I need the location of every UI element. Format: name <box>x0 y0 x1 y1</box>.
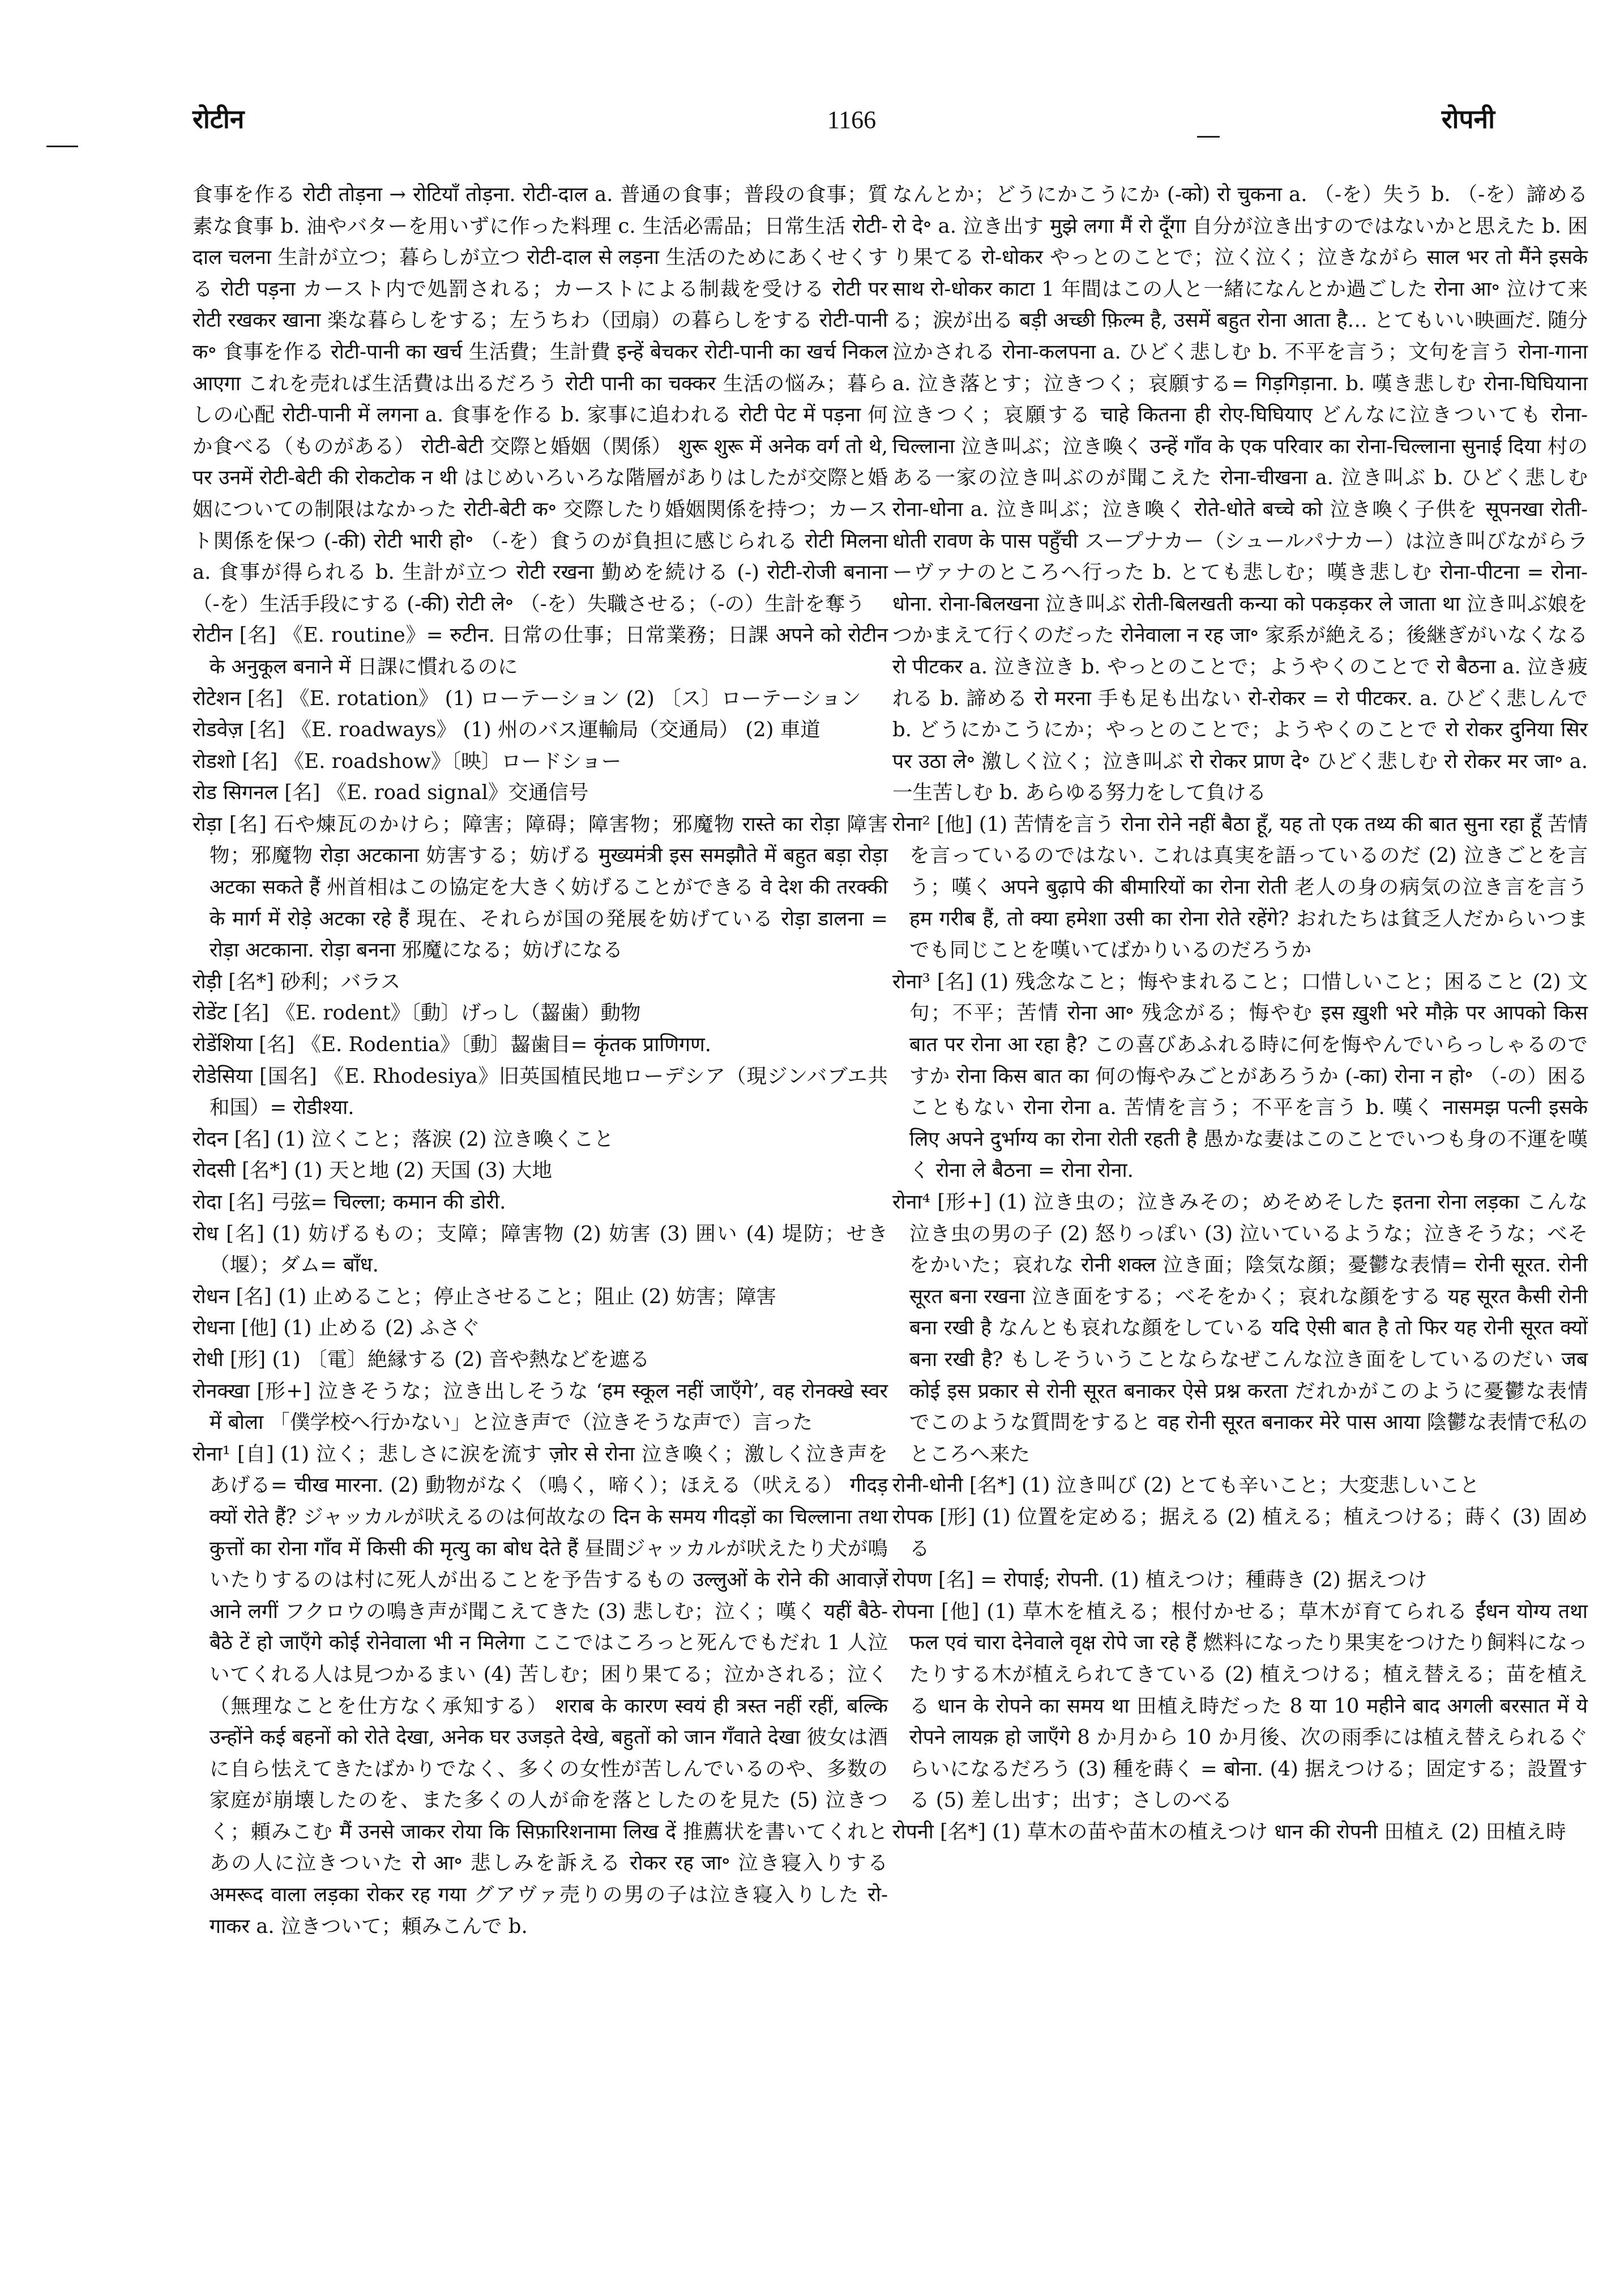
dictionary-entry: रोडशो [名] 《E. roadshow》〔映〕ロードショー <box>193 749 622 773</box>
page-number: 1166 <box>827 106 877 134</box>
margin-mark-right <box>1197 136 1220 138</box>
dictionary-entry: रोपण [名] = रोपाई; रोपनी. (1) 植えつけ；種蒔き (2) 据えつけ <box>892 1568 1428 1592</box>
dictionary-entry: रोपक [形] (1) 位置を定める；据える (2) 植える；植えつける；蒔く (3) 固める <box>892 1505 1588 1560</box>
margin-mark-left <box>46 146 78 147</box>
dictionary-entry: रोडवेज़ [名] 《E. roadways》 (1) 州のバス運輸局（交通局） (2) 車道 <box>193 718 820 742</box>
dictionary-entry: रोपना [他] (1) 草木を植える；根付かせる；草木が育てられる ईंधन योग्य तथा फल एवं चारा देनेवाले वृक्ष रोपे जा रहे हैं 燃料になったり果実をつけたり飼料になったりする木が植えられてきている (2) 植えつける；植え替える；苗を植える धान के रोपने का समय था 田植え時だった 8 या 10 महीने बाद अगली बरसात में ये रोपने लायक़ हो जाएँगे 8 か月から 10 か月後、次の雨季には植え替えられるぐらいになるだろう (3) 種を蒔く = बोना. (4) 据えつける；固定する；設置する (5) 差し出す；出す；さしのべる <box>892 1599 1588 1812</box>
dictionary-entry: रोडेंशिया [名] 《E. Rodentia》〔動〕齧歯目= कृंतक प्राणिगण. <box>193 1033 712 1057</box>
running-head-last-word: रोपनी <box>1441 104 1495 134</box>
dictionary-entry: रोड सिगनल [名] 《E. road signal》交通信号 <box>193 781 589 805</box>
dictionary-entry: रोधन [名] (1) 止めること；停止させること；阻止 (2) 妨害；障害 <box>193 1284 776 1308</box>
dictionary-entry: रोना³ [名] (1) 残念なこと；悔やまれること；口惜しいこと；困ること (2) 文句；不平；苦情 रोना आ॰ 残念がる；悔やむ इस ख़ुशी भरे मौक़े पर आपको किस बात पर रोना आ रहा है? この喜びあふれる時に何を悔やんでいらっしゃるのですか रोना किस बात का 何の悔やみごとがあろうか (-का) रोना न हो॰ （-の）困ることもない रोना रोना a. 苦情を言う；不平を言う b. 嘆く नासमझ पत्नी इसके लिए अपने दुर्भाग्य का रोना रोती रहती है 愚かな妻はこのことでいつも身の不運を嘆く रोना ले बैठना = रोना रोना. <box>892 970 1588 1183</box>
dictionary-entry: रोधी [形] (1) 〔電〕絶縁する (2) 音や熱などを遮る <box>193 1347 650 1371</box>
dictionary-entry: रोना¹ [自] (1) 泣く；悲しさに涙を流す ज़ोर से रोना 泣き喚く；激しく泣き声をあげる= चीख मारना. (2) 動物がなく（鳴く，啼く）；ほえる（吠える） गीदड़ क्यों रोते हैं? ジャッカルが吠えるのは何故なの दिन के समय गीदड़ों का चिल्लाना तथा कुत्तों का रोना गाँव में किसी की मृत्यु का बोध देते हैं 昼間ジャッカルが吠えたり犬が鳴いたりするのは村に死人が出ることを予告するもの उल्लुओं के रोने की आवाज़ें आने लगीं フクロウの鳴き声が聞こえてきた (3) 悲しむ；泣く；嘆く यहीं बैठे-बैठे टें हो जाएँगे कोई रोनेवाला भी न मिलेगा ここではころっと死んでもだれ 1 人泣いてくれる人は見つかるまい (4) 苦しむ；困り果てる；泣かされる；泣く（無理なことを仕方なく承知する） शराब के कारण स्वयं ही त्रस्त नहीं रहीं, बल्कि उन्होंने कई बहनों को रोते देखा, अनेक घर उजड़ते देखे, बहुतों को जान गँवाते देखा 彼女は酒に自ら怯えてきたばかりでなく、多くの女性が苦しんでいるのや、多数の家庭が崩壊したのを、また多くの人が命を落としたのを見た (5) 泣きつく；頼みこむ मैं उनसे जाकर रोया कि सिफ़ारिशनामा लिख दें 推薦状を書いてくれとあの人に泣きついた रो आ॰ 悲しみを訴える रोकर रह जा॰ 泣き寝入りする अमरूद वाला लड़का रोकर रह गया グアヴァ売りの男の子は泣き寝入りした रो-गाकर a. 泣きついて；頼みこんで b. <box>193 1442 888 1938</box>
dictionary-entry: रोड़ी [名*] 砂利；バラス <box>193 970 401 993</box>
dictionary-entry: रोनी-धोनी [名*] (1) 泣き叫び (2) とても辛いこと；大変悲しいこと <box>892 1474 1480 1497</box>
dictionary-entry: रोधना [他] (1) 止める (2) ふさぐ <box>193 1316 480 1340</box>
dictionary-entry: रोदा [名] 弓弦= चिल्ला; कमान की डोरी. <box>193 1190 506 1214</box>
entry-continuation: 食事を作る रोटी तोड़ना → रोटियाँ तोड़ना. रोटी-दाल a. 普通の食事；普段の食事；質素な食事 b. 油やバターを用いずに作った料理 c. 生活必需品；日常生活 रोटी-दाल चलना 生計が立つ；暮らしが立つ रोटी-दाल से लड़ना 生活のためにあくせくする रोटी पड़ना カースト内で処罰される；カーストによる制裁を受ける रोटी पर रोटी रखकर खाना 楽な暮らしをする；左うちわ（団扇）の暮らしをする रोटी-पानी क॰ 食事を作る रोटी-पानी का खर्च 生活費；生計費 इन्हें बेचकर रोटी-पानी का खर्च निकल आएगा これを売れば生活費は出るだろう रोटी पानी का चक्कर 生活の悩み；暮らしの心配 रोटी-पानी में लगना a. 食事を作る b. 家事に追われる रोटी पेट में पड़ना 何か食べる（ものがある） रोटी-बेटी 交際と婚姻（関係） शुरू शुरू में अनेक वर्ग तो थे, पर उनमें रोटी-बेटी की रोकटोक न थी はじめいろいろな階層がありはしたが交際と婚姻についての制限はなかった रोटी-बेटी क॰ 交際したり婚姻関係を持つ；カースト関係を保つ (-की) रोटी भारी हो॰ （-を）食うのが負担に感じられる रोटी मिलना a. 食事が得られる b. 生計が立つ रोटी रखना 勤めを続ける (-) रोटी-रोजी बनाना （-を）生活手段にする (-की) रोटी ले॰ （-を）失職させる；（-の）生計を奪う <box>193 183 888 616</box>
dictionary-entry: रोटेशन [名] 《E. rotation》 (1) ローテーション (2) 〔ス〕ローテーション <box>193 686 861 710</box>
dictionary-entry: रोना² [他] (1) 苦情を言う रोना रोने नहीं बैठा हूँ, यह तो एक तथ्य की बात सुना रहा हूँ 苦情を言っているのではない. これは真実を語っているのだ (2) 泣きごとを言う；嘆く अपने बुढ़ापे की बीमारियों का रोना रोती 老人の身の病気の泣き言を言う हम गरीब हैं, तो क्या हमेशा उसी का रोना रोते रहेंगे? おれたちは貧乏人だからいつまでも同じことを嘆いてばかりいるのだろうか <box>892 812 1588 962</box>
dictionary-entry: रोडेंट [名] 《E. rodent》〔動〕げっし（齧歯）動物 <box>193 1001 641 1025</box>
dictionary-entry: रोपनी [名*] (1) 草木の苗や苗木の植えつけ धान की रोपनी 田植え (2) 田植え時 <box>892 1820 1566 1843</box>
running-head-first-word: रोटीन <box>193 104 245 134</box>
right-column <box>892 179 1588 1847</box>
dictionary-entry: रोनक्खा [形+] 泣きそうな；泣き出しそうな ‘हम स्कूल नहीं जाएँगे’, वह रोनक्खे स्वर में बोला 「僕学校へ行かない」と泣き声で（泣きそうな声で）言った <box>193 1379 888 1435</box>
entry-continuation: なんとか；どうにかこうにか (-को) रो चुकना a. （-を）失う b. （-を）諦める रो दे॰ a. 泣き出す मुझे लगा मैं रो दूँगा 自分が泣き出すのではないかと思えた b. 困り果てる रो-धोकर やっとのことで；泣く泣く；泣きながら साल भर तो मैंने इसके साथ रो-धोकर काटा 1 年間はこの人と一緒になんとか過ごした रोना आ॰ 泣けて来る；涙が出る बड़ी अच्छी फ़िल्म है, उसमें बहुत रोना आता है… とてもいい映画だ. 随分泣かされる रोना-कलपना a. ひどく悲しむ b. 不平を言う；文句を言う रोना-गाना a. 泣き落とす；泣きつく；哀願する= गिड़गिड़ाना. b. 嘆き悲しむ रोना-घिघियाना 泣きつく；哀願する चाहे कितना ही रोए-घिघियाए どんなに泣きついても रोना-चिल्लाना 泣き叫ぶ；泣き喚く उन्हें गाँव के एक परिवार का रोना-चिल्लाना सुनाई दिया 村のある一家の泣き叫ぶのが聞こえた रोना-चीखना a. 泣き叫ぶ b. ひどく悲しむ रोना-धोना a. 泣き叫ぶ；泣き喚く रोते-धोते बच्चे को 泣き喚く子供を सूपनखा रोती-धोती रावण के पास पहुँची スープナカー（シュールパナカー）は泣き叫びながらラーヴァナのところへ行った b. とても悲しむ；嘆き悲しむ रोना-पीटना = रोना-धोना. रोना-बिलखना 泣き叫ぶ रोती-बिलखती कन्या को पकड़कर ले जाता था 泣き叫ぶ娘をつかまえて行くのだった रोनेवाला न रह जा॰ 家系が絶える；後継ぎがいなくなる रो पीटकर a. 泣き泣き b. やっとのことで；ようやくのことで रो बैठना a. 泣き疲れる b. 諦める रो मरना 手も足も出ない रो-रोकर = रो पीटकर. a. ひどく悲しんで b. どうにかこうにか；やっとのことで；ようやくのことで रो रोकर दुनिया सिर पर उठा ले॰ 激しく泣く；泣き叫ぶ रो रोकर प्राण दे॰ ひどく悲しむ रो रोकर मर जा॰ a. 一生苦しむ b. あらゆる努力をして負ける <box>892 183 1588 805</box>
dictionary-entry: रोध [名] (1) 妨げるもの；支障；障害物 (2) 妨害 (3) 囲い (4) 堤防；せき（堰）；ダム= बाँध. <box>193 1222 888 1277</box>
dictionary-entry: रोदसी [名*] (1) 天と地 (2) 天国 (3) 大地 <box>193 1159 553 1183</box>
dictionary-entry: रोड़ा [名] 石や煉瓦のかけら；障害；障碍；障害物；邪魔物 रास्ते का रोड़ा 障害物；邪魔物 रोड़ा अटकाना 妨害する；妨げる मुख्यमंत्री इस समझौते में बहुत बड़ा रोड़ा अटका सकते हैं 州首相はこの協定を大きく妨げることができる वे देश की तरक्की के मार्ग में रोड़े अटका रहे हैं 現在、それらが国の発展を妨げている रोड़ा डालना = रोड़ा अटकाना. रोड़ा बनना 邪魔になる；妨げになる <box>193 812 888 962</box>
left-column <box>193 179 888 1942</box>
dictionary-entry: रोदन [名] (1) 泣くこと；落涙 (2) 泣き喚くこと <box>193 1127 614 1151</box>
dictionary-entry: रोटीन [名] 《E. routine》= रुटीन. 日常の仕事；日常業務；日課 अपने को रोटीन के अनुकूल बनाने में 日課に慣れるのに <box>193 624 888 678</box>
dictionary-entry: रोना⁴ [形+] (1) 泣き虫の；泣きみその；めそめそした इतना रोना लड़का こんな泣き虫の男の子 (2) 怒りっぽい (3) 泣いているような；泣きそうな；べそをかいた；哀れな रोनी शक्ल 泣き面；陰気な顔；憂鬱な表情= रोनी सूरत. रोनी सूरत बना रखना 泣き面をする；べそをかく；哀れな顔をする यह सूरत कैसी रोनी बना रखी है なんとも哀れな顔をしている यदि ऐसी बात है तो फिर यह रोनी सूरत क्यों बना रखी है? もしそういうことならなぜこんな泣き面をしているのだい जब कोई इस प्रकार से रोनी सूरत बनाकर ऐसे प्रश्न करता だれかがこのように憂鬱な表情でこのような質問をすると वह रोनी सूरत बनाकर मेरे पास आया 陰鬱な表情で私のところへ来た <box>892 1190 1588 1466</box>
dictionary-entry: रोडेसिया [国名] 《E. Rhodesiya》旧英国植民地ローデシア（現ジンバブエ共和国）= रोडीश्या. <box>193 1064 888 1120</box>
